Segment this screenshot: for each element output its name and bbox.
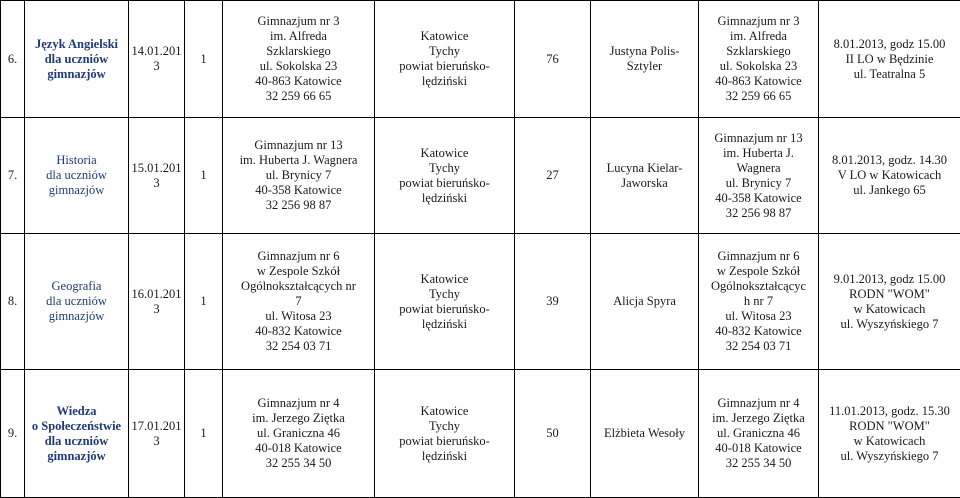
stage-cell: 1 (185, 234, 223, 370)
person-line: Justyna Polis- (593, 44, 696, 59)
school-line: 40-832 Katowice (225, 324, 372, 339)
date-line: 3 (131, 434, 182, 449)
area-line: Katowice (377, 29, 512, 44)
school-cell (223, 370, 375, 498)
school2-line: 40-358 Katowice (701, 191, 816, 206)
school-line: Ogólnokształcących nr (225, 279, 372, 294)
school-cell (223, 1, 375, 118)
person-line: Sztyler (593, 59, 696, 74)
school2-line: Wagnera (701, 161, 816, 176)
school-line: im. Alfreda (225, 29, 372, 44)
subject-line: Język Angielski (27, 37, 126, 52)
subject-line: gimnazjów (27, 309, 126, 324)
school2-line: ul. Graniczna 46 (701, 426, 816, 441)
area-cell (375, 1, 515, 118)
subject-cell (25, 118, 129, 234)
date-cell (129, 118, 185, 234)
row-number: 9. (1, 370, 25, 498)
school2-cell (699, 234, 819, 370)
area-line: Katowice (377, 272, 512, 287)
school2-cell (699, 118, 819, 234)
next-line: RODN "WOM" (821, 419, 958, 434)
school-line: ul. Brynicy 7 (225, 168, 372, 183)
school-line: 32 255 34 50 (225, 456, 372, 471)
area-line: Tychy (377, 161, 512, 176)
next-stage-cell (819, 1, 960, 118)
school2-line: Gimnazjum nr 13 (701, 131, 816, 146)
next-line: RODN "WOM" (821, 287, 958, 302)
date-line: 3 (131, 302, 182, 317)
school2-line: ul. Sokolska 23 (701, 59, 816, 74)
person-cell (591, 234, 699, 370)
subject-line: gimnazjów (27, 449, 126, 464)
row-number: 6. (1, 1, 25, 118)
school-line: w Zespole Szkół (225, 264, 372, 279)
subject-line: dla uczniów (27, 168, 126, 183)
school-line: 32 259 66 65 (225, 89, 372, 104)
school2-line: 40-863 Katowice (701, 74, 816, 89)
person-line: Jaworska (593, 176, 696, 191)
area-line: Tychy (377, 44, 512, 59)
date-line: 17.01.201 (131, 419, 182, 434)
school2-line: 32 256 98 87 (701, 206, 816, 221)
subject-line: dla uczniów (27, 434, 126, 449)
next-line: w Katowicach (821, 434, 958, 449)
person-line: Elżbieta Wesoły (593, 426, 696, 441)
next-line: ul. Wyszyńskiego 7 (821, 449, 958, 464)
date-line: 14.01.201 (131, 44, 182, 59)
person-line: Alicja Spyra (593, 294, 696, 309)
area-line: powiat bieruńsko- (377, 302, 512, 317)
school-line: 32 256 98 87 (225, 198, 372, 213)
area-line: Katowice (377, 404, 512, 419)
school-line: ul. Sokolska 23 (225, 59, 372, 74)
school2-line: Gimnazjum nr 6 (701, 249, 816, 264)
area-line: lędziński (377, 449, 512, 464)
next-line: ul. Wyszyńskiego 7 (821, 317, 958, 332)
date-line: 15.01.201 (131, 161, 182, 176)
subject-line: dla uczniów (27, 52, 126, 67)
school2-line: im. Huberta J. (701, 146, 816, 161)
person-cell (591, 118, 699, 234)
next-line: 9.01.2013, godz 15.00 (821, 272, 958, 287)
school-line: im. Huberta J. Wagnera (225, 153, 372, 168)
school2-line: Gimnazjum nr 4 (701, 396, 816, 411)
next-stage-cell (819, 234, 960, 370)
next-line: w Katowicach (821, 302, 958, 317)
row-number: 7. (1, 118, 25, 234)
date-line: 16.01.201 (131, 287, 182, 302)
subject-line: Geografia (27, 279, 126, 294)
next-line: ul. Teatralna 5 (821, 67, 958, 82)
table-row (1, 234, 960, 370)
school2-line: 32 254 03 71 (701, 339, 816, 354)
next-stage-cell (819, 370, 960, 498)
area-line: lędziński (377, 317, 512, 332)
school-line: im. Jerzego Ziętka (225, 411, 372, 426)
subject-cell (25, 1, 129, 118)
school2-line: 40-832 Katowice (701, 324, 816, 339)
subject-line: Wiedza (27, 404, 126, 419)
school-line: 40-863 Katowice (225, 74, 372, 89)
area-cell (375, 234, 515, 370)
stage-cell: 1 (185, 370, 223, 498)
subject-line: dla uczniów (27, 294, 126, 309)
count-cell: 27 (515, 118, 591, 234)
school2-line: Szklarskiego (701, 44, 816, 59)
next-line: II LO w Będzinie (821, 52, 958, 67)
subject-line: Historia (27, 153, 126, 168)
area-line: Tychy (377, 287, 512, 302)
row-number: 8. (1, 234, 25, 370)
school2-line: im. Jerzego Ziętka (701, 411, 816, 426)
table-row (1, 1, 960, 118)
school2-line: 40-018 Katowice (701, 441, 816, 456)
school2-line: ul. Witosa 23 (701, 309, 816, 324)
area-line: powiat bieruńsko- (377, 59, 512, 74)
school2-cell (699, 1, 819, 118)
school-line: Gimnazjum nr 6 (225, 249, 372, 264)
school2-line: ul. Brynicy 7 (701, 176, 816, 191)
area-line: Katowice (377, 146, 512, 161)
date-line: 3 (131, 59, 182, 74)
subject-line: gimnazjów (27, 183, 126, 198)
subject-line: gimnazjów (27, 67, 126, 82)
school2-line: h nr 7 (701, 294, 816, 309)
area-cell (375, 118, 515, 234)
stage-cell: 1 (185, 1, 223, 118)
area-line: lędziński (377, 74, 512, 89)
next-line: ul. Jankego 65 (821, 183, 958, 198)
date-cell (129, 234, 185, 370)
subject-line: o Społeczeństwie (27, 419, 126, 434)
table-row (1, 370, 960, 498)
school-line: Gimnazjum nr 3 (225, 14, 372, 29)
school-line: 7 (225, 294, 372, 309)
school-line: Gimnazjum nr 4 (225, 396, 372, 411)
school2-line: w Zespole Szkół (701, 264, 816, 279)
date-cell (129, 370, 185, 498)
school2-line: 32 259 66 65 (701, 89, 816, 104)
area-line: powiat bieruńsko- (377, 434, 512, 449)
date-cell (129, 1, 185, 118)
count-cell: 50 (515, 370, 591, 498)
school-line: Gimnazjum nr 13 (225, 138, 372, 153)
date-line: 3 (131, 176, 182, 191)
school-line: ul. Witosa 23 (225, 309, 372, 324)
count-cell: 76 (515, 1, 591, 118)
area-line: Tychy (377, 419, 512, 434)
count-cell: 39 (515, 234, 591, 370)
next-stage-cell (819, 118, 960, 234)
school2-line: im. Alfreda (701, 29, 816, 44)
school-cell (223, 234, 375, 370)
school-line: 40-018 Katowice (225, 441, 372, 456)
person-cell (591, 1, 699, 118)
area-line: powiat bieruńsko- (377, 176, 512, 191)
person-cell (591, 370, 699, 498)
school-line: Szklarskiego (225, 44, 372, 59)
area-cell (375, 370, 515, 498)
school2-line: Ogólnokształcącyc (701, 279, 816, 294)
next-line: 11.01.2013, godz. 15.30 (821, 404, 958, 419)
school-line: 32 254 03 71 (225, 339, 372, 354)
person-line: Lucyna Kielar- (593, 161, 696, 176)
stage-cell: 1 (185, 118, 223, 234)
school2-line: 32 255 34 50 (701, 456, 816, 471)
school2-line: Gimnazjum nr 3 (701, 14, 816, 29)
school-line: ul. Graniczna 46 (225, 426, 372, 441)
table-row (1, 118, 960, 234)
table-body (1, 1, 960, 498)
next-line: 8.01.2013, godz. 14.30 (821, 153, 958, 168)
subject-cell (25, 234, 129, 370)
school-cell (223, 118, 375, 234)
subject-cell (25, 370, 129, 498)
school-line: 40-358 Katowice (225, 183, 372, 198)
area-line: lędziński (377, 191, 512, 206)
school2-cell (699, 370, 819, 498)
next-line: 8.01.2013, godz 15.00 (821, 37, 958, 52)
next-line: V LO w Katowicach (821, 168, 958, 183)
